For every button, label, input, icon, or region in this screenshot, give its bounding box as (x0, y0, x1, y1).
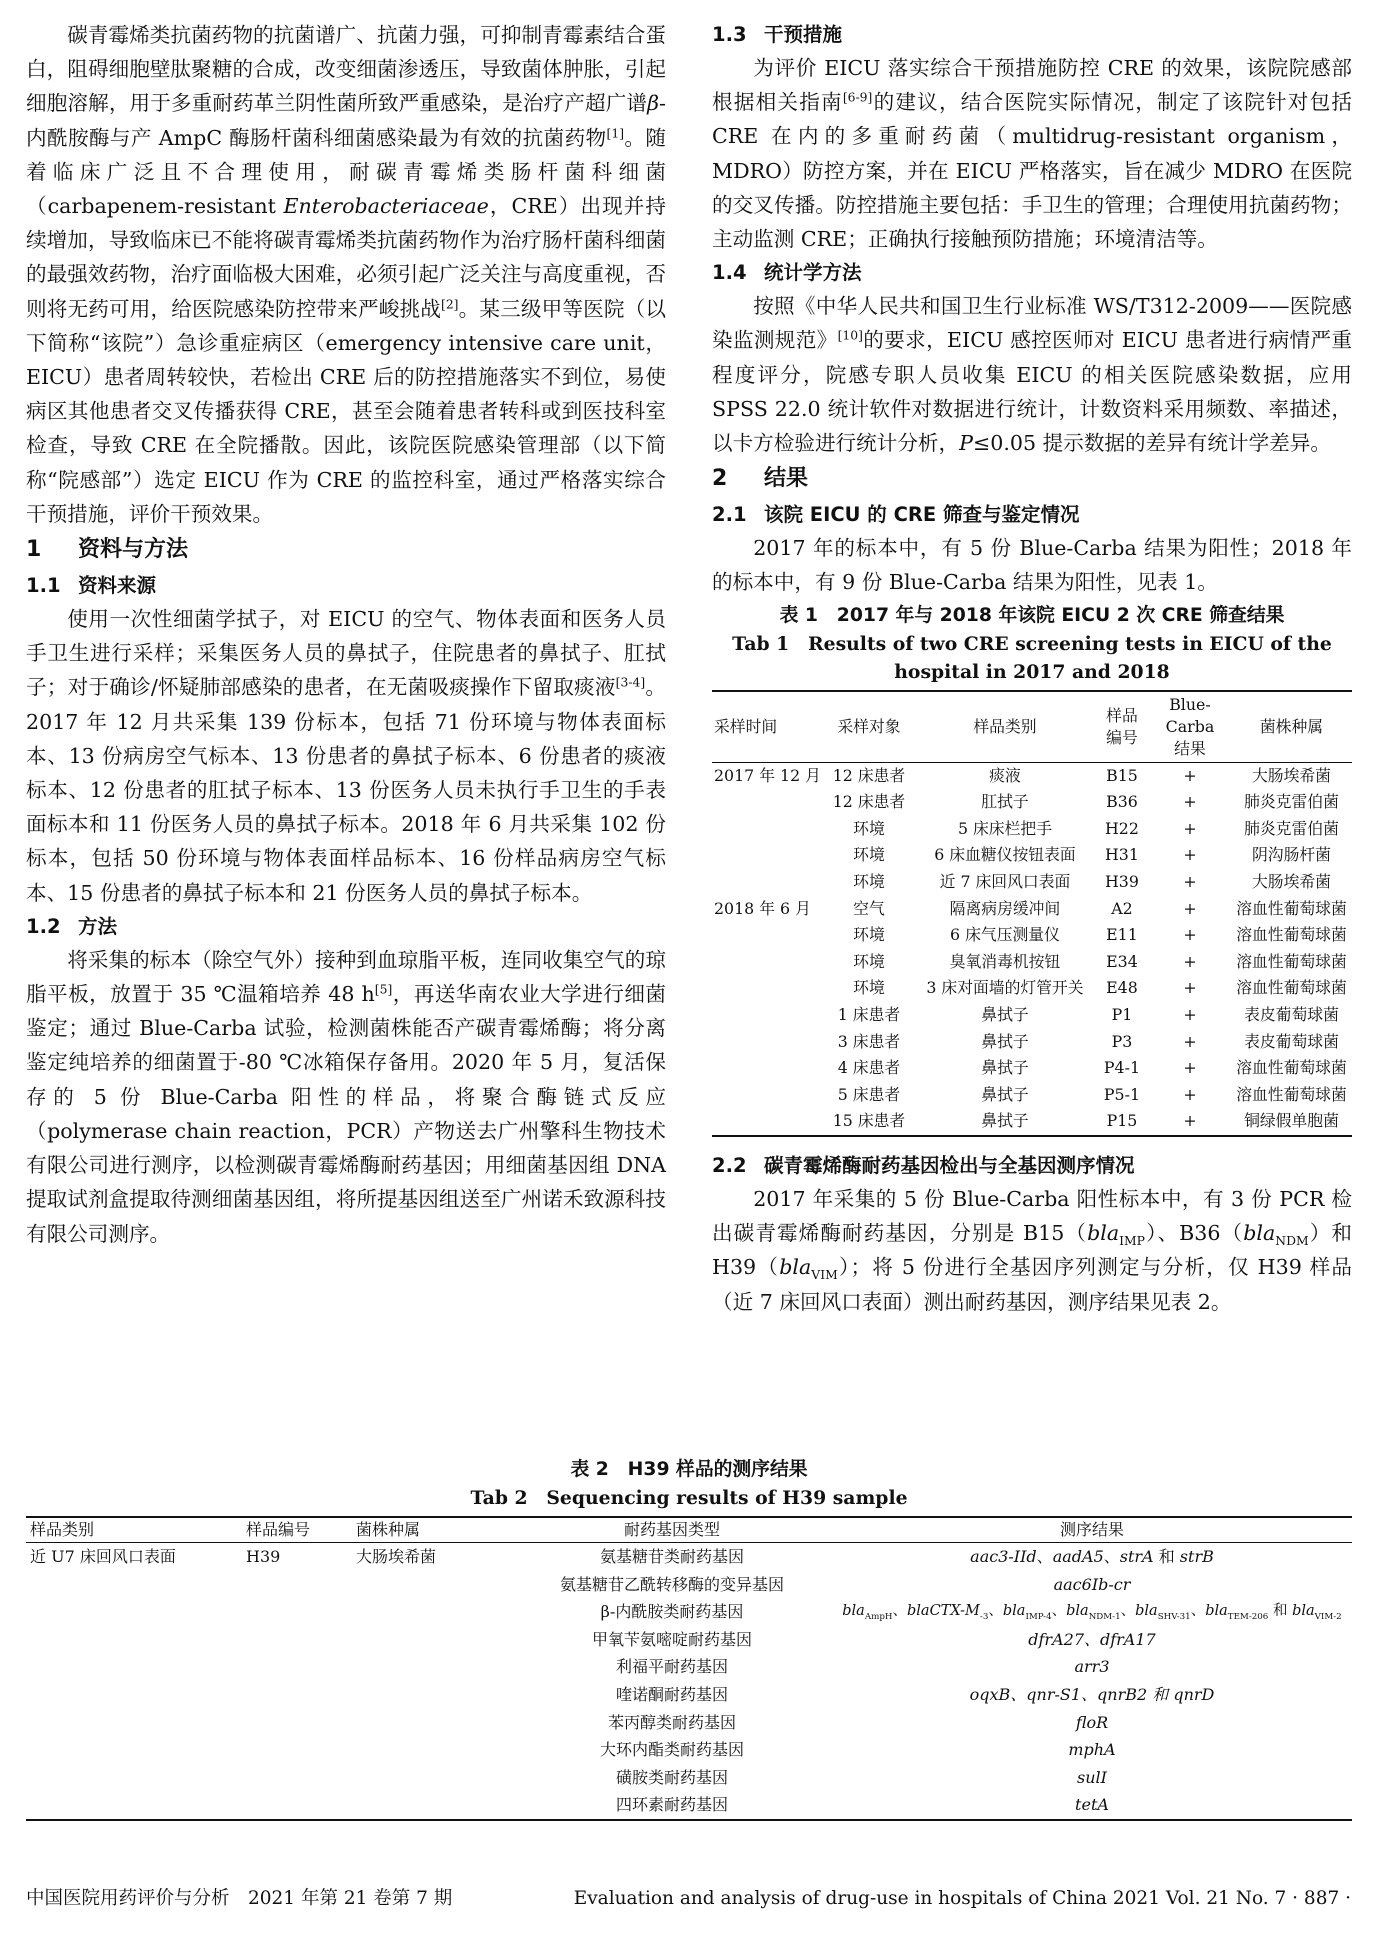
table-cell (712, 1108, 823, 1136)
table-cell: 表皮葡萄球菌 (1244, 1031, 1339, 1051)
table-row (26, 1598, 1352, 1626)
table-cell: E11 (1106, 925, 1138, 945)
table2-caption-cn: 表 2 H39 样品的测序结果 (570, 1459, 808, 1480)
seq-result: bla$_{AmpH}$、blaCTX-$M_{-3}$、bla$_{IMP-4}$、bla$_{NDM-1}$、bla$_{SHV-31}$、bla$_{TEM-206}$ 和 bla$_{VIM-2}$ (842, 1603, 1342, 1623)
citation-ref[interactable]: [2] (441, 297, 459, 312)
table-cell: E34 (1106, 951, 1138, 971)
table-row (712, 1082, 1352, 1109)
seq-result: sulI (1077, 1767, 1107, 1787)
table-cell: 溶血性葡萄球菌 (1236, 978, 1347, 998)
table-cell: P4-1 (1103, 1058, 1140, 1078)
citation-ref[interactable]: [5] (374, 982, 393, 997)
table-cell: + (1183, 1111, 1197, 1131)
table-cell: 溶血性葡萄球菌 (1236, 898, 1347, 918)
gene-type: 甲氧苄氨嘧啶耐药基因 (591, 1629, 752, 1649)
col-header: 样品编号 (242, 1517, 352, 1543)
table-cell: 近 7 床回风口表面 (939, 872, 1071, 892)
citation-ref[interactable]: [1] (606, 126, 625, 141)
table-row (26, 1626, 1352, 1654)
intervention-paragraph: 为评价 EICU 落实综合干预措施防控 CRE 的效果，该院院感部根据相关指南[6-9]的建议，结合医院实际情况，制定了该院针对包括 CRE 在内的多重耐药菌（multidrug-resistant organism，MDRO）防控方案，并在 EICU 严格落实，旨在减少 MDRO 在医院的交叉传播。防控措施主要包括：手卫生的管理；合理使用抗菌药物；主动监测 CRE；正确执行接触预防措施；环境清洁等。 (712, 56, 1352, 252)
table-row (26, 1791, 1352, 1820)
section-heading-2-2: 2.2 碳青霉烯酶耐药基因检出与全基因测序情况 (712, 1153, 1135, 1177)
table2-caption-en: Tab 2 Sequencing results of H39 sample (470, 1487, 908, 1509)
table-cell: 环境 (853, 845, 885, 865)
table-cell: 环境 (853, 818, 885, 838)
sample-type: 近 U7 床回风口表面 (30, 1547, 176, 1566)
materials-paragraph: 使用一次性细菌学拭子，对 EICU 的空气、物体表面和医务人员手卫生进行采样；采集医务人员的鼻拭子，住院患者的鼻拭子、肛拭子；对于确诊/怀疑肺部感染的患者，在无菌吸痰操作下留取痰液[3-4]。2017 年 12 月共采集 139 份标本，包括 71 份环境与物体表面标本、13 份病房空气标本、13 份患者的鼻拭子标本、6 份患者的痰液标本、12 份患者的肛拭子标本、13 份医务人员未执行手卫生的手表面标本和 11 份医务人员的鼻拭子标本。2018 年 6 月共采集 102 份标本，包括 50 份环境与物体表面样品标本、16 份样品病房空气标本、15 份患者的鼻拭子标本和 21 份医务人员的鼻拭子标本。 (26, 607, 667, 905)
table-cell (712, 922, 823, 949)
table-row (712, 1108, 1352, 1136)
citation-ref[interactable]: [6-9] (842, 90, 873, 105)
table-cell (712, 816, 823, 843)
table-cell: 鼻拭子 (981, 1084, 1029, 1104)
seq-result: dfrA27、dfrA17 (1028, 1629, 1156, 1649)
table-cell: 6 床血糖仪按钮表面 (934, 845, 1076, 865)
table-cell: 1 床患者 (837, 1004, 901, 1024)
table-cell: 大肠埃希菌 (1251, 765, 1331, 785)
gene-type: β-内酰胺类耐药基因 (600, 1602, 744, 1622)
table-cell: A2 (1111, 898, 1133, 918)
table-cell (712, 975, 823, 1002)
citation-ref[interactable]: [10] (837, 329, 863, 344)
table-cell: + (1183, 951, 1197, 971)
table-cell: P15 (1106, 1111, 1138, 1131)
table-cell: P3 (1111, 1031, 1133, 1051)
table-1 (712, 690, 1352, 1137)
gene-type: 苯丙醇类耐药基因 (607, 1712, 736, 1732)
table-cell: H31 (1105, 845, 1139, 865)
table-cell: 鼻拭子 (981, 1031, 1029, 1051)
species: 大肠埃希菌 (356, 1547, 437, 1566)
table-cell: 空气 (853, 898, 885, 918)
footer-journal-en: Evaluation and analysis of drug-use in hospitals of China 2021 Vol. 21 No. 7 · 887 · (573, 1888, 1351, 1909)
table-row (712, 816, 1352, 843)
table-row (26, 1681, 1352, 1709)
table-cell: H39 (1105, 872, 1139, 892)
table-cell (712, 1082, 823, 1109)
table-cell: 鼻拭子 (981, 1058, 1029, 1078)
citation-ref[interactable]: [3-4] (615, 676, 646, 691)
table-cell: + (1183, 1031, 1197, 1051)
col-header: 采样对象 (823, 691, 915, 763)
table-2-block (26, 1456, 1352, 1821)
footer-journal-cn: 中国医院用药评价与分析 2021 年第 21 卷第 7 期 (26, 1888, 453, 1909)
table-cell: 鼻拭子 (981, 1111, 1029, 1131)
table-cell: 大肠埃希菌 (1251, 872, 1331, 892)
col-header: 菌株种属 (1231, 691, 1352, 763)
section-heading-1-3: 1.3 干预措施 (712, 23, 843, 46)
table-cell: 5 床床栏把手 (957, 818, 1052, 838)
table-row (26, 1709, 1352, 1737)
left-column (26, 18, 666, 1251)
table1-caption-en: Tab 1 Results of two CRE screening tests in EICU of the hospital in 2017 and 2018 (732, 632, 1332, 683)
table1-caption-cn: 表 1 2017 年与 2018 年该院 EICU 2 次 CRE 筛查结果 (779, 604, 1285, 626)
table-cell: + (1183, 818, 1197, 838)
table-row (26, 1736, 1352, 1764)
table-row (712, 789, 1352, 816)
table-cell: + (1183, 1058, 1197, 1078)
table-2 (26, 1516, 1352, 1821)
table-cell: 4 床患者 (837, 1058, 901, 1078)
col-header: 采样时间 (712, 691, 823, 763)
table-cell (712, 949, 823, 976)
section-heading-2: 2 结果 (712, 466, 809, 492)
table-cell: + (1183, 792, 1197, 812)
table-row (26, 1653, 1352, 1681)
table-cell: H22 (1105, 818, 1139, 838)
table-cell: 2017 年 12 月 (714, 765, 821, 785)
col-header: 样品类别 (915, 691, 1095, 763)
table-row (26, 1764, 1352, 1792)
table-cell: + (1183, 845, 1197, 865)
col-header: Blue-Carba 结果 (1149, 691, 1231, 763)
table-row (712, 842, 1352, 869)
table-cell: B36 (1106, 792, 1138, 812)
table-row (712, 975, 1352, 1002)
table-row (712, 896, 1352, 923)
table-cell: + (1183, 765, 1197, 785)
section-heading-1-1: 1.1 资料来源 (26, 574, 157, 598)
results-22-paragraph: 2017 年采集的 5 份 Blue-Carba 阳性标本中，有 3 份 PCR 检出碳青霉烯酶耐药基因，分别是 B15（bla$_{IMP}$）、B36（bla$_{NDM}$）和 H39（bla$_{VIM}$）；将 5 份进行全基因序列测定与分析，仅 H39 样品（近 7 床回风口表面）测出耐药基因，测序结果见表 2。 (712, 1186, 1352, 1314)
table-cell: 痰液 (989, 765, 1021, 785)
gene-type: 氨基糖苷类耐药基因 (599, 1547, 744, 1566)
table-cell (712, 842, 823, 869)
sample-id: H39 (246, 1547, 281, 1566)
table-cell: 表皮葡萄球菌 (1244, 1004, 1339, 1024)
table-cell: 肛拭子 (981, 792, 1029, 812)
table-cell: 臭氧消毒机按钮 (949, 951, 1061, 971)
section-heading-1: 1 资料与方法 (26, 537, 189, 563)
table-cell: + (1183, 1004, 1197, 1024)
table-cell: 隔离病房缓冲间 (949, 898, 1061, 918)
table-row (712, 762, 1352, 789)
table-cell: 12 床患者 (832, 792, 906, 812)
section-heading-2-1: 2.1 该院 EICU 的 CRE 筛查与鉴定情况 (712, 503, 1080, 527)
gene-type: 大环内酯类耐药基因 (599, 1740, 744, 1760)
table-cell: P1 (1111, 1004, 1133, 1024)
gene-type: 氨基糖苷乙酰转移酶的变异基因 (559, 1574, 784, 1594)
gene-type: 磺胺类耐药基因 (615, 1767, 728, 1787)
table-cell: 铜绿假单胞菌 (1244, 1111, 1339, 1131)
seq-result: arr3 (1074, 1657, 1110, 1677)
table-row (26, 1571, 1352, 1599)
table-cell (712, 789, 823, 816)
gene-type: 四环素耐药基因 (615, 1795, 728, 1815)
table-cell: 15 床患者 (832, 1111, 906, 1131)
table-cell: 环境 (853, 978, 885, 998)
table-cell: 5 床患者 (837, 1084, 901, 1104)
seq-result: tetA (1075, 1795, 1109, 1815)
table-cell: 2018 年 6 月 (714, 898, 811, 918)
table-cell: + (1183, 872, 1197, 892)
table-row (712, 1002, 1352, 1029)
table-cell: P5-1 (1103, 1084, 1140, 1104)
table-cell: 溶血性葡萄球菌 (1236, 1058, 1347, 1078)
col-header: 耐药基因类型 (512, 1517, 832, 1543)
intro-paragraph: 碳青霉烯类抗菌药物的抗菌谱广、抗菌力强，可抑制青霉素结合蛋白，阻碍细胞壁肽聚糖的合成，改变细菌渗透压，导致菌体肿胀，引起细胞溶解，用于多重耐药革兰阴性菌所致严重感染，是治疗产超广谱β-内酰胺酶与产 AmpC 酶肠杆菌科细菌感染最为有效的抗菌药物[1]。随着临床广泛且不合理使用，耐碳青霉烯类肠杆菌科细菌（carbapenem-resistant Enterobacteriaceae，CRE）出现并持续增加，导致临床已不能将碳青霉烯类抗菌药物作为治疗肠杆菌科细菌的最强效药物，治疗面临极大困难，必须引起广泛关注与高度重视，否则将无药可用，给医院感染防控带来严峻挑战[2]。某三级甲等医院（以下简称“该院”）急诊重症病区（emergency intensive care unit，EICU）患者周转较快，若检出 CRE 后的防控措施落实不到位，易使病区其他患者交叉传播获得 CRE，甚至会随着患者转科或到医技科室检查，导致 CRE 在全院播散。因此，该院医院感染管理部（以下简称“院感部”）选定 EICU 作为 CRE 的监控科室，通过严格落实综合干预措施，评价干预效果。 (26, 23, 667, 526)
seq-result: floR (1075, 1712, 1109, 1732)
table-cell: 3 床患者 (837, 1031, 901, 1051)
table-cell (712, 1029, 823, 1056)
table-row (712, 869, 1352, 896)
table-cell: 溶血性葡萄球菌 (1236, 1084, 1347, 1104)
table-cell: 环境 (853, 872, 885, 892)
right-column (712, 18, 1352, 1319)
table-cell: 肺炎克雷伯菌 (1244, 818, 1339, 838)
table-cell: 溶血性葡萄球菌 (1236, 925, 1347, 945)
table-cell: 环境 (853, 925, 885, 945)
table-row (712, 1055, 1352, 1082)
gene-type: 利福平耐药基因 (615, 1657, 728, 1677)
table-cell: 阴沟肠杆菌 (1251, 845, 1331, 865)
table-cell: B15 (1106, 765, 1138, 785)
seq-result: oqxB、qnr-S1、qnrB2 和 qnrD (969, 1684, 1215, 1704)
table-cell: + (1183, 978, 1197, 998)
table-cell: 环境 (853, 951, 885, 971)
table-row (26, 1543, 1352, 1571)
section-heading-1-4: 1.4 统计学方法 (712, 261, 862, 285)
table-cell: + (1183, 925, 1197, 945)
results-21-paragraph: 2017 年的标本中，有 5 份 Blue-Carba 结果为阳性；2018 年的标本中，有 9 份 Blue-Carba 结果为阳性，见表 1。 (712, 536, 1352, 595)
table-cell: + (1183, 1084, 1197, 1104)
table-row (712, 1029, 1352, 1056)
table-cell (712, 1055, 823, 1082)
col-header: 菌株种属 (352, 1517, 512, 1543)
table-cell (712, 869, 823, 896)
table-header-row (26, 1517, 1352, 1543)
table-cell: 6 床气压测量仪 (950, 925, 1060, 945)
table-cell: + (1183, 898, 1197, 918)
seq-result: aac3-IId、aadA5、strA 和 strB (970, 1547, 1214, 1566)
seq-result: aac6Ib-cr (1053, 1574, 1131, 1594)
table-header-row (712, 691, 1352, 763)
table-cell: E48 (1106, 978, 1138, 998)
section-heading-1-2: 1.2 方法 (26, 914, 118, 938)
col-header: 测序结果 (832, 1517, 1352, 1543)
seq-result: mphA (1068, 1740, 1116, 1760)
statistics-paragraph: 按照《中华人民共和国卫生行业标准 WS/T312-2009——医院感染监测规范》[10]的要求，EICU 感控医师对 EICU 患者进行病情严重程度评分，院感专职人员收集 EICU 的相关医院感染数据，应用 SPSS 22.0 统计软件对数据进行统计，计数资料采用频数、率描述，以卡方检验进行统计分析，P≤0.05 提示数据的差异有统计学差异。 (712, 294, 1353, 456)
table-cell: 鼻拭子 (981, 1004, 1029, 1024)
col-header: 样品类别 (26, 1517, 242, 1543)
table-row (712, 922, 1352, 949)
table-cell: 3 床对面墙的灯管开关 (926, 978, 1084, 998)
table-cell (712, 1002, 823, 1029)
methods-paragraph: 将采集的标本（除空气外）接种到血琼脂平板，连同收集空气的琼脂平板，放置于 35 ℃温箱培养 48 h[5]，再送华南农业大学进行细菌鉴定；通过 Blue-Carba 试验，检测菌株能否产碳青霉烯酶；将分离鉴定纯培养的细菌置于-80 ℃冰箱保存备用。2020 年 5 月，复活保存的 5 份 Blue-Carba 阳性的样品，将聚合酶链式反应（polymerase chain reaction，PCR）产物送去广州擎科生物技术有限公司进行测序，以检测碳青霉烯酶耐药基因；用细菌基因组 DNA 提取试剂盒提取待测细菌基因组，将所提基因组送至广州诺禾致源科技有限公司测序。 (26, 947, 666, 1246)
table-row (712, 949, 1352, 976)
table-cell: 12 床患者 (832, 765, 906, 785)
col-header: 样品 编号 (1095, 691, 1149, 763)
table-cell: 溶血性葡萄球菌 (1236, 951, 1347, 971)
table-cell: 肺炎克雷伯菌 (1244, 792, 1339, 812)
gene-type: 喹诺酮耐药基因 (615, 1684, 728, 1704)
